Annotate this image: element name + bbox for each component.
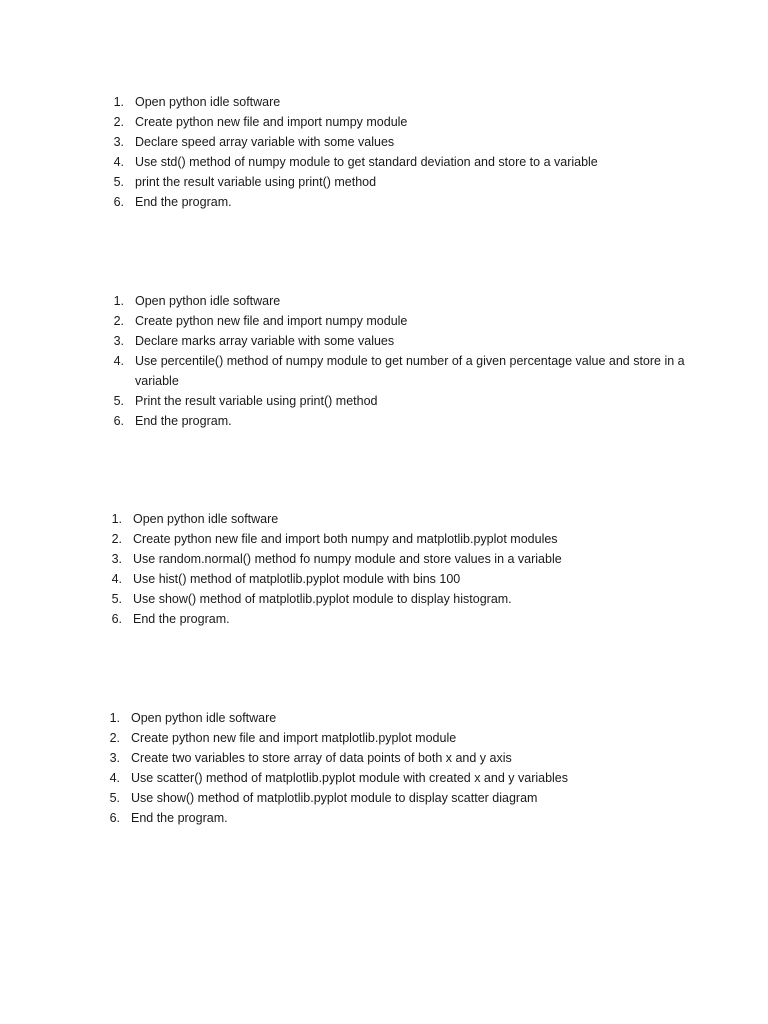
list-item-text: Open python idle software [135,95,281,109]
list-item [108,549,688,569]
list-item [106,768,686,788]
list-item [110,172,690,192]
list-item-number: 2. [113,314,124,328]
list-item-text: Create python new file and import numpy module [135,115,408,129]
list-item-number: 4. [109,771,120,785]
list-item-number: 5. [109,791,120,805]
list-item-text: Use scatter() method of matplotlib.pyplot module with created x and y variables [131,771,569,785]
list-item-number: 1. [113,294,124,308]
steps-list-histogram [108,509,688,629]
list-item [106,788,686,808]
list-item-text: Use percentile() method of numpy module to get number of a given percentage value and store in a variable [135,354,685,388]
list-item-text: Create python new file and import both numpy and matplotlib.pyplot modules [133,532,558,546]
list-item-text: Open python idle software [133,512,279,526]
list-item-text: Use hist() method of matplotlib.pyplot module with bins 100 [133,572,461,586]
list-item-text: Use random.normal() method fo numpy module and store values in a variable [133,552,562,566]
list-item [110,331,690,351]
list-item [108,569,688,589]
list-item [110,391,690,411]
list-item-number: 3. [113,334,124,348]
list-item-number: 1. [113,95,124,109]
list-item-number: 4. [111,572,122,586]
list-item-text: Declare speed array variable with some values [135,135,395,149]
list-item [110,112,690,132]
list-item [108,509,688,529]
steps-list-std-deviation [110,92,690,212]
list-item-text: Print the result variable using print() method [135,394,378,408]
list-item [108,609,688,629]
list-item-number: 3. [109,751,120,765]
list-item-number: 6. [113,414,124,428]
list-item [110,92,690,112]
list-item-text: End the program. [135,195,232,209]
list-item [106,748,686,768]
list-item-text: End the program. [131,811,228,825]
list-item-number: 4. [113,155,124,169]
list-item [106,708,686,728]
list-item-number: 1. [111,512,122,526]
list-item [108,529,688,549]
list-item-text: Create python new file and import matplotlib.pyplot module [131,731,457,745]
list-item-number: 2. [111,532,122,546]
list-item-number: 3. [113,135,124,149]
list-item [106,808,686,828]
list-item-number: 5. [113,394,124,408]
list-item [110,192,690,212]
list-item-text: Use show() method of matplotlib.pyplot module to display scatter diagram [131,791,538,805]
list-item [106,728,686,748]
list-item [110,351,690,391]
list-item-text: Use std() method of numpy module to get standard deviation and store to a variable [135,155,598,169]
list-item-text: Open python idle software [135,294,281,308]
list-item-number: 4. [113,354,124,368]
list-item [110,291,690,311]
list-item [110,311,690,331]
list-item-text: Create python new file and import numpy module [135,314,408,328]
steps-list-percentile [110,291,690,431]
list-item-number: 6. [111,612,122,626]
list-item-text: Create two variables to store array of data points of both x and y axis [131,751,512,765]
steps-list-scatter [106,708,686,828]
list-item-number: 3. [111,552,122,566]
list-item-number: 2. [113,115,124,129]
list-item-text: print the result variable using print() method [135,175,377,189]
list-item-number: 2. [109,731,120,745]
list-item-text: End the program. [133,612,230,626]
list-item [110,411,690,431]
list-item [110,152,690,172]
list-item [110,132,690,152]
list-item-number: 1. [109,711,120,725]
list-item-text: Open python idle software [131,711,277,725]
list-item-number: 5. [111,592,122,606]
list-item-number: 5. [113,175,124,189]
list-item [108,589,688,609]
list-item-number: 6. [113,195,124,209]
list-item-number: 6. [109,811,120,825]
list-item-text: End the program. [135,414,232,428]
list-item-text: Use show() method of matplotlib.pyplot module to display histogram. [133,592,512,606]
list-item-text: Declare marks array variable with some values [135,334,395,348]
